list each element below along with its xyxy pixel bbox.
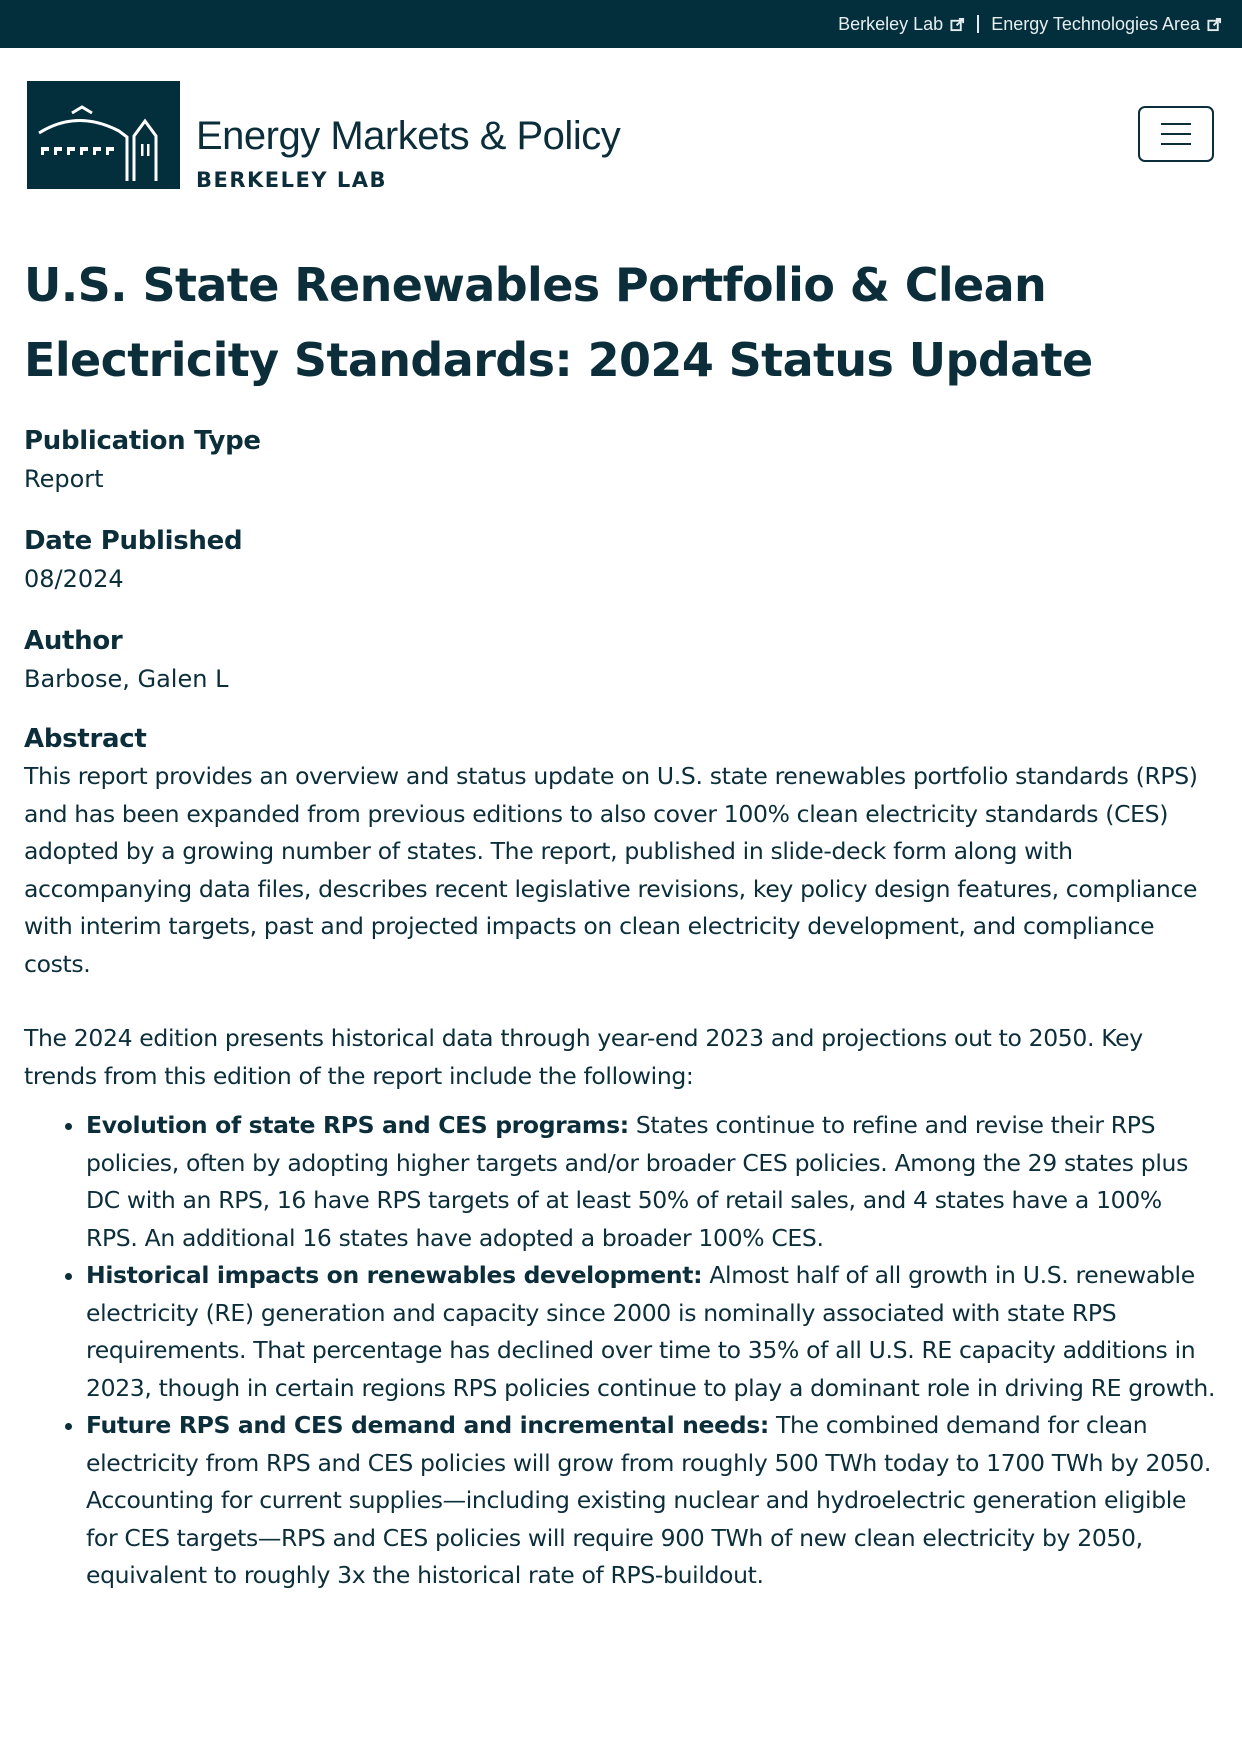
author-value: Barbose, Galen L xyxy=(24,665,229,693)
list-item-title: Historical impacts on renewables development: xyxy=(86,1261,703,1289)
list-item xyxy=(86,1107,1218,1257)
page-title: U.S. State Renewables Portfolio & Clean Electricity Standards: 2024 Status Update xyxy=(24,258,1093,387)
top-bar xyxy=(0,0,1242,48)
building-logo-icon xyxy=(27,81,180,189)
list-item xyxy=(86,1407,1218,1595)
list-item-text: Almost half of all growth in U.S. renewable electricity (RE) generation and capacity since 2000 is nominally associated with state RPS requirements. That percentage has declined over time to 35% of all U.S. RE capacity additions in 2023, though in certain regions RPS policies continue to play a dominant role in driving RE growth. xyxy=(86,1261,1216,1402)
list-item-title: Evolution of state RPS and CES programs: xyxy=(86,1111,629,1139)
main-content xyxy=(0,248,1242,1595)
abstract-body xyxy=(24,758,1218,1595)
berkeley-lab-link-label: Berkeley Lab xyxy=(838,13,944,34)
topbar-separator xyxy=(977,15,979,33)
external-link-icon xyxy=(950,17,965,32)
energy-technologies-area-link[interactable] xyxy=(991,14,1222,35)
date-published-value: 08/2024 xyxy=(24,565,124,593)
external-link-icon xyxy=(1207,17,1222,32)
key-trends-list xyxy=(24,1107,1218,1595)
brand-subtitle: BERKELEY LAB xyxy=(196,168,388,192)
site-header xyxy=(0,48,1242,218)
hamburger-menu-icon xyxy=(1161,123,1191,125)
brand-name: Energy Markets & Policy xyxy=(196,114,621,158)
publication-metadata xyxy=(24,422,1218,758)
brand xyxy=(196,116,620,192)
date-published-label: Date Published xyxy=(24,526,243,556)
energy-technologies-area-link-label: Energy Technologies Area xyxy=(991,13,1200,34)
list-item-text: The combined demand for clean electricity from RPS and CES policies will grow from roughly 500 TWh today to 1700 TWh by 2050. Accounting for current supplies—including existing nuclear and hydroelectric generation eligible for CES targets—RPS and CES policies will require 900 TWh of new clean electricity by 2050, equivalent to roughly 3x the historical rate of RPS-buildout. xyxy=(86,1411,1212,1589)
hamburger-menu-icon-bar xyxy=(1161,133,1191,135)
hamburger-menu-icon-bar xyxy=(1161,143,1191,145)
hamburger-menu-button[interactable] xyxy=(1138,106,1214,162)
berkeley-lab-logo xyxy=(27,81,180,189)
abstract-paragraph: This report provides an overview and status update on U.S. state renewables portfolio standards (RPS) and has been expanded from previous editions to also cover 100% clean electricity standards (CES) adopted by a growing number of states. The report, published in slide-deck form along with accompanying data files, describes recent legislative revisions, key policy design features, compliance with interim targets, past and projected impacts on clean electricity development, and compliance costs. xyxy=(24,762,1198,978)
abstract-paragraph: The 2024 edition presents historical data through year-end 2023 and projections out to 2050. Key trends from this edition of the report include the following: xyxy=(24,1024,1143,1090)
abstract-label: Abstract xyxy=(24,724,147,754)
list-item xyxy=(86,1257,1218,1407)
publication-type-value: Report xyxy=(24,465,104,493)
berkeley-lab-link[interactable] xyxy=(838,14,965,35)
author-label: Author xyxy=(24,626,123,656)
publication-type-label: Publication Type xyxy=(24,426,261,456)
list-item-text: States continue to refine and revise their RPS policies, often by adopting higher targets and/or broader CES policies. Among the 29 states plus DC with an RPS, 16 have RPS targets of at least 50% of retail sales, and 4 states have a 100% RPS. An additional 16 states have adopted a broader 100% CES. xyxy=(86,1111,1188,1252)
list-item-title: Future RPS and CES demand and incremental needs: xyxy=(86,1411,769,1439)
